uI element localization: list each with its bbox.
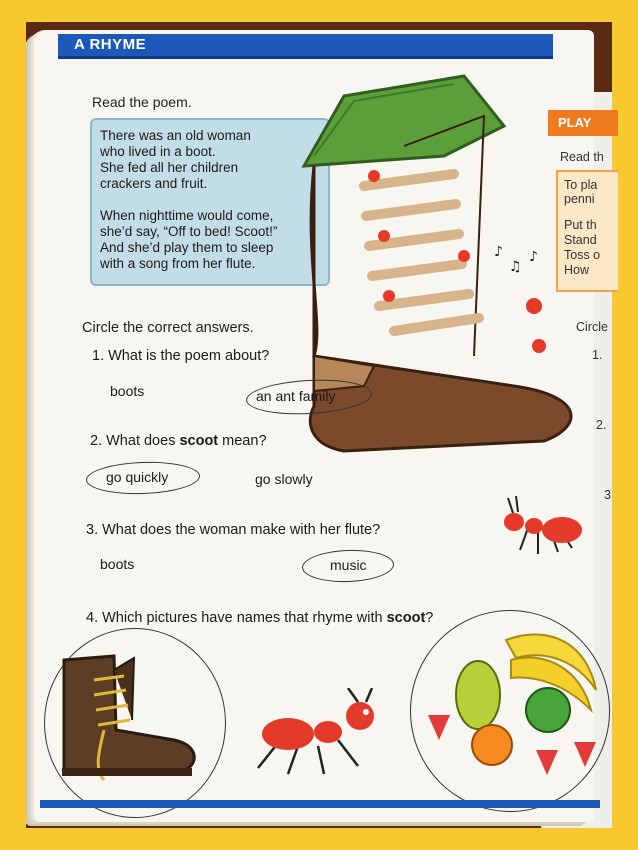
- poem-line: When nighttime would come,: [100, 208, 274, 223]
- right-page-tab: PLAY: [548, 110, 618, 136]
- answer-1a[interactable]: boots: [110, 383, 145, 399]
- question-text-end: ?: [425, 610, 434, 626]
- question-keyword: scoot: [179, 433, 219, 449]
- answer-1b[interactable]: an ant family: [256, 388, 336, 404]
- page-bottom-rule: [40, 800, 600, 808]
- ant-picture[interactable]: [248, 688, 398, 778]
- svg-text:♫: ♫: [509, 259, 522, 275]
- rp-num-1: 1.: [592, 348, 603, 362]
- circle-instruction: Circle the correct answers.: [82, 320, 254, 336]
- answer-2b[interactable]: go slowly: [255, 471, 313, 487]
- rp-line-7: How: [564, 263, 590, 277]
- poem-line: she’d say, “Off to bed! Scoot!”: [100, 224, 278, 239]
- question-text: What does the woman make with her flute?: [102, 522, 381, 538]
- rp-line-4: Put th: [564, 218, 597, 232]
- question-text: What is the poem about?: [108, 348, 270, 364]
- question-2: [90, 433, 267, 449]
- section-title: A RHYME: [74, 36, 147, 53]
- rp-num-3: 3: [604, 488, 611, 502]
- poem-line: She fed all her children: [100, 160, 239, 175]
- answer-3a[interactable]: boots: [100, 556, 135, 572]
- rp-line-6: Toss o: [564, 248, 601, 262]
- poem-line: with a song from her flute.: [100, 256, 256, 271]
- answer-3b[interactable]: music: [330, 557, 367, 573]
- poem-line: who lived in a boot.: [100, 144, 216, 159]
- question-text: What does: [106, 433, 180, 449]
- rp-line-1: To pla: [564, 178, 598, 192]
- fruit-picture[interactable]: [416, 620, 606, 790]
- read-poem-label: Read the poem.: [92, 94, 192, 110]
- boot-picture[interactable]: [54, 650, 204, 790]
- svg-text:♪: ♪: [529, 249, 538, 265]
- question-3: [86, 522, 380, 538]
- poem-line: crackers and fruit.: [100, 176, 208, 191]
- poem-line: There was an old woman: [100, 128, 251, 143]
- rp-line-2: penni: [564, 192, 595, 206]
- question-number: 2.: [90, 433, 103, 449]
- right-page-circle: Circle: [576, 320, 608, 334]
- question-text-end: mean?: [218, 433, 267, 449]
- svg-text:♪: ♪: [494, 244, 503, 260]
- question-1: [92, 348, 269, 364]
- question-number: 1.: [92, 348, 105, 364]
- rp-num-2: 2.: [596, 418, 607, 432]
- question-4: [86, 610, 433, 626]
- question-number: 4.: [86, 610, 99, 626]
- question-text: Which pictures have names that rhyme with: [102, 610, 387, 626]
- right-page-read: Read th: [560, 150, 604, 164]
- ant-illustration: [488, 488, 588, 568]
- poem-line: And she’d play them to sleep: [100, 240, 274, 255]
- rp-line-5: Stand: [564, 233, 597, 247]
- question-keyword: scoot: [386, 610, 426, 626]
- question-number: 3.: [86, 522, 99, 538]
- answer-2a[interactable]: go quickly: [106, 469, 169, 485]
